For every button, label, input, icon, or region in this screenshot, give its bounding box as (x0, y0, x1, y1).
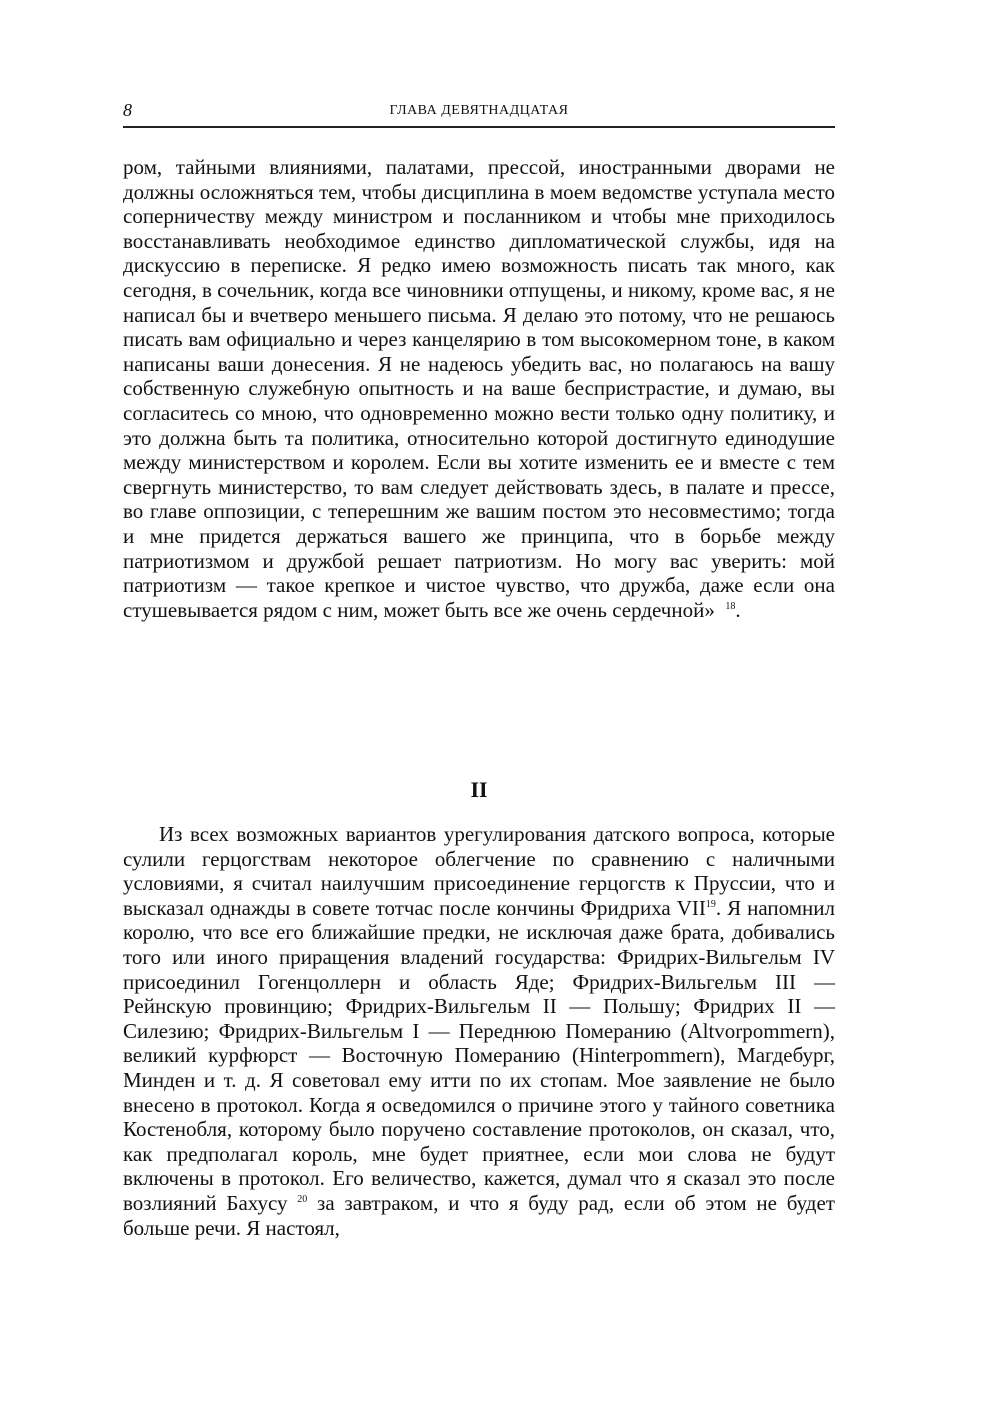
section-heading: II (470, 777, 488, 802)
paragraph-text-c: за завтраком, и что я буду рад, если об этом не будет больше речи. Я настоял, (123, 1190, 835, 1240)
text-block-continuation (123, 155, 835, 622)
paragraph-text-a: Из всех возможных вариантов урегулирования датского вопроса, которые сулили герцогствам некоторое облегчение по сравнению с наличными условиями, я считал наилучшим присоединение герцогств к Пруссии, что и высказал однажды в совете тотчас после кончины Фридриха VII (123, 822, 835, 920)
footnote-ref-18[interactable]: 18 (725, 600, 736, 612)
paragraph-text-b: . Я напомнил королю, что все его ближайшие предки, не исключая даже брата, добивались того или иного приращения владений государства: Фридрих-Вильгельм IV присоединил Гогенцоллерн и область Яде; Фридрих-Вильгельм III — Рейнскую провинцию; Фридрих-Вильгельм II — Польшу; Фридрих II — Силезию; Фридрих-Вильгельм I — Переднюю Померанию (Altvorpommern), великий курфюрст — Восточную Померанию (Hinterpommern), Магдебург, Минден и т. д. Я советовал ему итти по их стопам. Мое заявление не было внесено в протокол. Когда я осведомился о причине этого у тайного советника Костенобля, которому было поручено составление протоколов, он сказал, что, как предполагал король, мне будет приятнее, если мои слова не будут включены в протокол. Его величество, кажется, думал что я сказал это после возлияний Бахусу (123, 895, 835, 1215)
running-header (123, 100, 835, 124)
text-block-section-2 (123, 822, 835, 1240)
page-number: 8 (123, 100, 132, 120)
footnote-ref-20[interactable]: 20 (297, 1193, 308, 1205)
footnote-ref-19[interactable]: 19 (705, 898, 716, 910)
chapter-title: ГЛАВА ДЕВЯТНАДЦАТАЯ (389, 103, 569, 118)
paragraph-section-2 (123, 822, 835, 1240)
paragraph-letter-continuation (123, 155, 835, 622)
paragraph-tail: . (735, 597, 741, 622)
header-rule (123, 126, 835, 128)
paragraph-text: ром, тайными влияниями, палатами, прессой, иностранными дворами не должны осложняться тем, чтобы дисциплина в моем ведомстве уступала место соперничеству между министром и посланником и чтобы мне приходилось восстанавливать необходимое единство дипломатической службы, идя на дискуссию в переписке. Я редко имею возможность писать так много, как сегодня, в сочельник, когда все чиновники отпущены, и никому, кроме вас, я не написал бы и вчетверо меньшего письма. Я делаю это потому, что не решаюсь писать вам официально и через канцелярию в том высокомерном тоне, в каком написаны ваши донесения. Я не надеюсь убедить вас, но полагаюсь на вашу собственную служебную опытность и на ваше беспристрастие, и думаю, вы согласитесь со мною, что одновременно можно вести только одну политику, и это должна быть та политика, относительно которой достигнуто единодушие между министерством и королем. Если вы хотите изменить ее и вместе с тем свергнуть министерство, то вам следует действовать здесь, в палате и прессе, во главе оппозиции, с теперешним же вашим постом это несовместимо; тогда и мне придется держаться вашего же принципа, что в борьбе между патриотизмом и дружбой решает патриотизм. Но могу вас уверить: мой патриотизм — такое крепкое и чистое чувство, что дружба, даже если она стушевывается рядом с ним, может быть все же очень сердечной» (123, 155, 835, 622)
